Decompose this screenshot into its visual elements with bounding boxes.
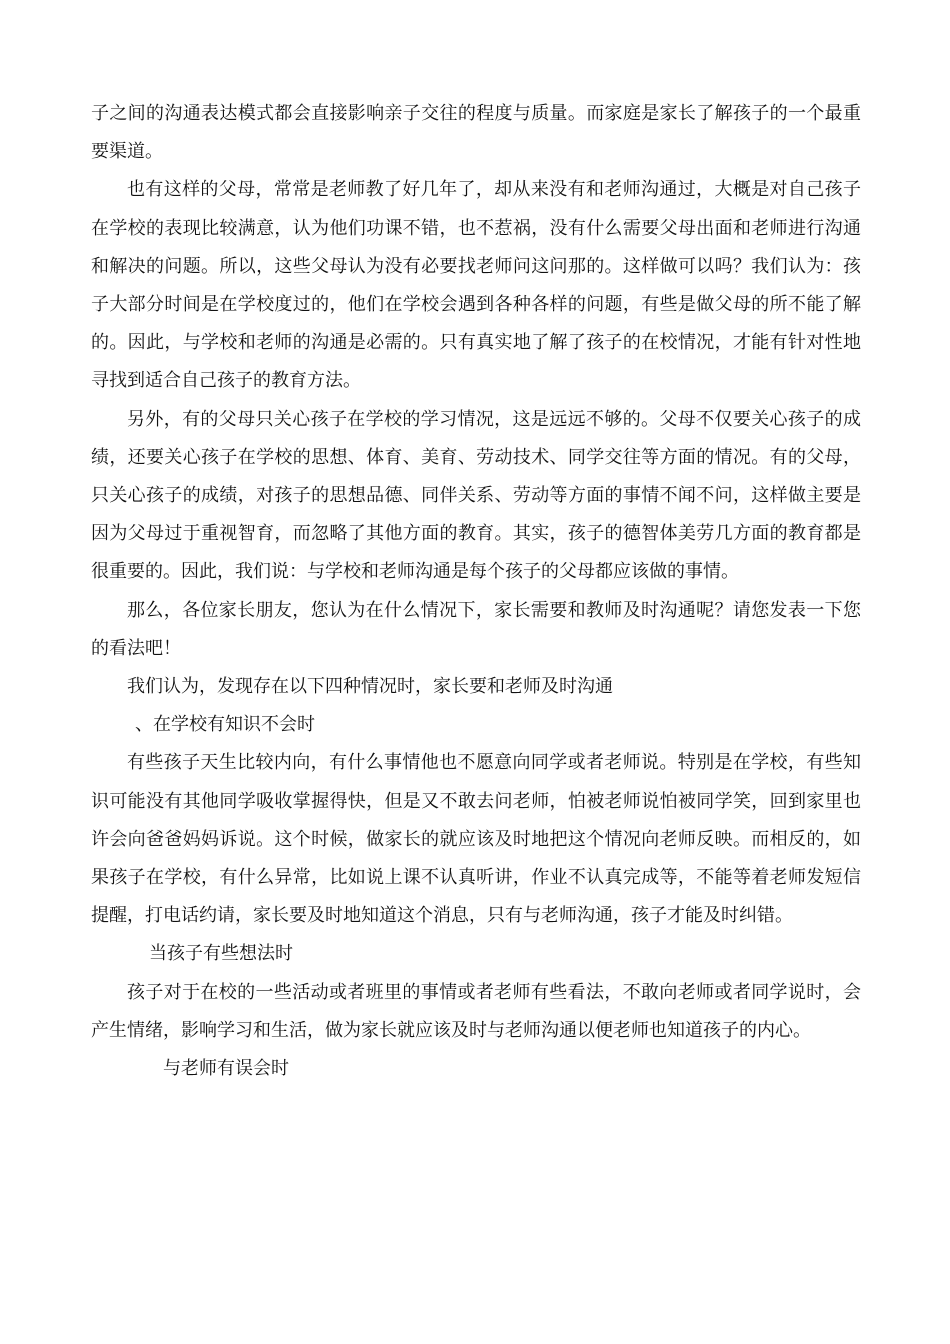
- paragraph-1: 子之间的沟通表达模式都会直接影响亲子交往的程度与质量。而家庭是家长了解孩子的一个最重要渠道。: [91, 103, 861, 163]
- paragraph-3: 另外，有的父母只关心孩子在学校的学习情况，这是远远不够的。父母不仅要关心孩子的成绩，还要关心孩子在学校的思想、体育、美育、劳动技术、同学交往等方面的情况。有的父母，只关心孩子的成绩，对孩子的思想品德、同伴关系、劳动等方面的事情不闻不问，这样做主要是因为父母过于重视智育，而忽略了其他方面的教育。其实，孩子的德智体美劳几方面的教育都是很重要的。因此，我们说：与学校和老师沟通是每个孩子的父母都应该做的事情。: [91, 408, 861, 583]
- paragraph-5: 我们认为，发现存在以下四种情况时，家长要和老师及时沟通: [127, 676, 613, 698]
- document-page: [91, 95, 861, 1088]
- paragraph-2: 也有这样的父母，常常是老师教了好几年了，却从来没有和老师沟通过，大概是对自己孩子在学校的表现比较满意，认为他们功课不错，也不惹祸，没有什么需要父母出面和老师进行沟通和解决的问题。所以，这些父母认为没有必要找老师问这问那的。这样做可以吗？我们认为：孩子大部分时间是在学校度过的，他们在学校会遇到各种各样的问题，有些是做父母的所不能了解的。因此，与学校和老师的沟通是必需的。只有真实地了解了孩子的在校情况，才能有针对性地寻找到适合自己孩子的教育方法。: [91, 179, 861, 392]
- paragraph-7: 孩子对于在校的一些活动或者班里的事情或者老师有些看法，不敢向老师或者同学说时，会产生情绪，影响学习和生活，做为家长就应该及时与老师沟通以便老师也知道孩子的内心。: [91, 981, 861, 1041]
- section-heading-2: 当孩子有些想法时: [149, 943, 293, 965]
- section-heading-1: 、在学校有知识不会时: [135, 714, 315, 736]
- paragraph-4: 那么，各位家长朋友，您认为在什么情况下，家长需要和教师及时沟通呢？请您发表一下您的看法吧！: [91, 599, 861, 659]
- section-heading-3: 与老师有误会时: [163, 1058, 289, 1080]
- paragraph-6: 有些孩子天生比较内向，有什么事情他也不愿意向同学或者老师说。特别是在学校，有些知识可能没有其他同学吸收掌握得快，但是又不敢去问老师，怕被老师说怕被同学笑，回到家里也许会向爸爸妈妈诉说。这个时候，做家长的就应该及时地把这个情况向老师反映。而相反的，如果孩子在学校，有什么异常，比如说上课不认真听讲，作业不认真完成等，不能等着老师发短信提醒，打电话约请，家长要及时地知道这个消息，只有与老师沟通，孩子才能及时纠错。: [91, 752, 861, 927]
